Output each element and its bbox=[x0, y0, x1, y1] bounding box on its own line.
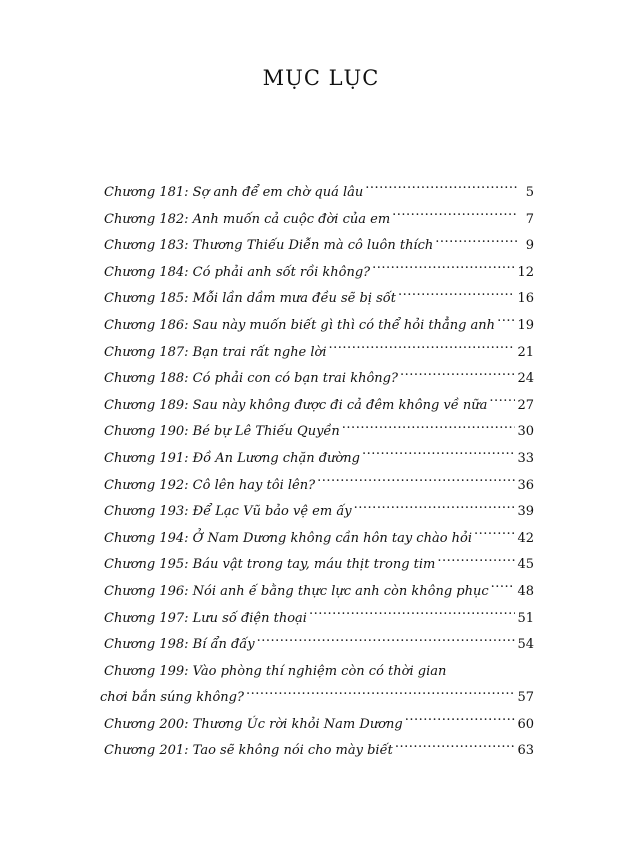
toc-page-number: 48 bbox=[517, 583, 534, 599]
dot-leader bbox=[405, 715, 516, 728]
toc-page-number: 36 bbox=[517, 477, 534, 493]
toc-page-number: 5 bbox=[525, 185, 534, 200]
toc-page-number: 63 bbox=[517, 743, 534, 759]
dot-leader bbox=[435, 236, 518, 249]
toc-entry-text: Chương 198: Bí ẩn đấy bbox=[104, 637, 255, 653]
toc-entry-text: Chương 185: Mỗi lần dầm mưa đều sẽ bị sốt bbox=[104, 291, 396, 307]
dot-leader bbox=[400, 369, 515, 382]
toc-page-number: 27 bbox=[517, 397, 534, 413]
toc-entry bbox=[104, 499, 534, 526]
dot-leader bbox=[437, 555, 515, 568]
toc-entry bbox=[104, 526, 534, 553]
toc-entry-text: Chương 183: Thương Thiếu Diễn mà cô luôn thích bbox=[104, 238, 434, 254]
toc-page-number: 57 bbox=[517, 690, 534, 706]
toc-page-number: 54 bbox=[517, 637, 534, 653]
toc-page-number: 12 bbox=[517, 264, 534, 280]
toc-entry bbox=[104, 207, 534, 234]
toc-entry-text: Chương 182: Anh muốn cả cuộc đời của em bbox=[104, 211, 391, 227]
dot-leader bbox=[257, 635, 516, 648]
toc-entry bbox=[104, 233, 534, 260]
toc-page-number: 42 bbox=[517, 530, 534, 546]
toc-entry bbox=[104, 313, 534, 340]
toc-page-number: 7 bbox=[525, 211, 534, 227]
toc-page-number: 21 bbox=[517, 344, 534, 360]
toc-entry-text: Chương 191: Đồ An Lương chặn đường bbox=[104, 450, 360, 466]
toc-page-number: 30 bbox=[517, 424, 534, 440]
toc-page-number: 16 bbox=[517, 291, 534, 307]
toc-entry bbox=[104, 606, 534, 633]
dot-leader bbox=[354, 502, 516, 515]
toc-entry-text: Chương 193: Để Lạc Vũ bảo vệ em ấy bbox=[104, 504, 352, 520]
toc-entry bbox=[104, 419, 534, 446]
toc-page-number: 24 bbox=[517, 371, 534, 387]
toc-entry-wrapped-line2 bbox=[100, 685, 534, 712]
toc-entry-text: Chương 197: Lưu số điện thoại bbox=[104, 610, 307, 626]
dot-leader bbox=[372, 263, 515, 276]
dot-leader bbox=[362, 449, 516, 462]
dot-leader bbox=[392, 210, 518, 223]
toc-entry bbox=[104, 180, 534, 207]
toc-entry-text: Chương 194: Ở Nam Dương không cần hôn tay chào hỏi bbox=[104, 530, 473, 546]
toc-entry-text: Chương 195: Báu vật trong tay, máu thịt trong tim bbox=[104, 557, 436, 573]
toc-entry-text: Chương 188: Có phải con có bạn trai không? bbox=[104, 371, 398, 387]
toc-entry-text: Chương 184: Có phải anh sốt rồi không? bbox=[104, 264, 371, 280]
dot-leader bbox=[329, 343, 516, 356]
toc-entry bbox=[104, 552, 534, 579]
dot-leader bbox=[246, 688, 515, 701]
dot-leader bbox=[474, 529, 515, 542]
toc-entry-text: Chương 190: Bé bự Lê Thiếu Quyền bbox=[104, 424, 340, 440]
toc-entry bbox=[104, 473, 534, 500]
toc-entry bbox=[104, 366, 534, 393]
toc-entry bbox=[104, 340, 534, 367]
toc-entry bbox=[104, 393, 534, 420]
toc-page-number: 45 bbox=[517, 557, 534, 573]
toc-entry-text: Chương 181: Sợ anh để em chờ quá lâu bbox=[104, 185, 364, 200]
dot-leader bbox=[497, 316, 515, 329]
toc-entry bbox=[104, 286, 534, 313]
toc-entry bbox=[104, 738, 534, 765]
toc-page-number: 19 bbox=[517, 317, 534, 333]
toc-page-number: 60 bbox=[517, 716, 534, 732]
toc-entry bbox=[104, 632, 534, 659]
toc-entry-text: Chương 189: Sau này không được đi cả đêm không về nữa bbox=[104, 397, 488, 413]
page-title: MỤC LỤC bbox=[262, 66, 380, 90]
toc-entry bbox=[104, 260, 534, 287]
toc-entry-text: Chương 192: Cô lên hay tôi lên? bbox=[104, 477, 316, 493]
toc-entry-wrapped-line1 bbox=[104, 659, 534, 686]
toc-entry-text: Chương 196: Nói anh ế bằng thực lực anh còn không phục bbox=[104, 583, 489, 599]
toc-entry-text: chơi bắn súng không? bbox=[100, 690, 244, 706]
toc-entry-text: Chương 201: Tao sẽ không nói cho mày biết bbox=[104, 743, 393, 759]
dot-leader bbox=[342, 422, 516, 435]
toc-entry-text: Chương 187: Bạn trai rất nghe lời bbox=[104, 344, 327, 360]
dot-leader bbox=[491, 582, 516, 595]
dot-leader bbox=[398, 289, 515, 302]
toc-entry-text: Chương 186: Sau này muốn biết gì thì có thể hỏi thẳng anh bbox=[104, 317, 496, 333]
table-of-contents bbox=[100, 180, 534, 765]
toc-entry bbox=[104, 446, 534, 473]
toc-entry bbox=[104, 579, 534, 606]
toc-entry bbox=[104, 712, 534, 739]
dot-leader bbox=[317, 476, 515, 489]
toc-page-number: 9 bbox=[525, 238, 534, 254]
dot-leader bbox=[365, 183, 518, 196]
dot-leader bbox=[395, 741, 516, 754]
toc-entry-text: Chương 199: Vào phòng thí nghiệm còn có thời gian bbox=[104, 663, 447, 679]
dot-leader bbox=[489, 396, 515, 409]
dot-leader bbox=[309, 609, 516, 622]
toc-page-number: 39 bbox=[517, 504, 534, 520]
toc-entry-text: Chương 200: Thương Úc rời khỏi Nam Dương bbox=[104, 716, 403, 732]
toc-page-number: 33 bbox=[517, 450, 534, 466]
toc-page-number: 51 bbox=[517, 610, 534, 626]
